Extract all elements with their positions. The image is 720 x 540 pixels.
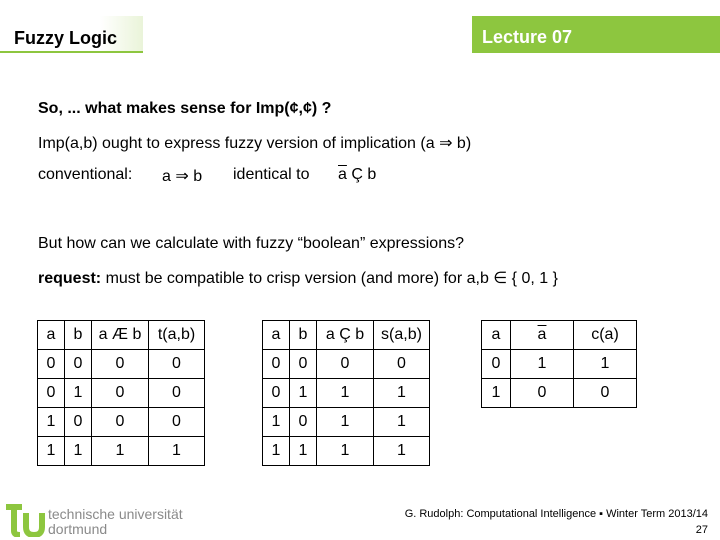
table-cell: 0 [38, 350, 65, 379]
table-header: a Æ b [92, 321, 149, 350]
table-cell: 0 [263, 379, 290, 408]
table-header: c(a) [574, 321, 637, 350]
table-header: b [65, 321, 92, 350]
university-line1: technische universität [48, 506, 183, 522]
table-header: t(a,b) [149, 321, 205, 350]
lecture-label: Lecture 07 [482, 27, 573, 47]
table-header: b [290, 321, 317, 350]
table-cell: 1 [263, 437, 290, 466]
table-row [38, 408, 205, 437]
table-cell: 0 [574, 379, 637, 408]
table-cell: 1 [263, 408, 290, 437]
university-name [48, 507, 183, 537]
table-cell: 1 [92, 437, 149, 466]
table-cell: 0 [374, 350, 430, 379]
table-cell: 1 [374, 437, 430, 466]
request-line [38, 268, 558, 288]
table-cell: 0 [92, 408, 149, 437]
table-cell: 1 [38, 408, 65, 437]
table-cell: 1 [65, 437, 92, 466]
table-cell: 1 [574, 350, 637, 379]
table-cell: 0 [38, 379, 65, 408]
negated-a-header: $\overline{a}$ [537, 326, 547, 343]
or-truth-table [262, 320, 430, 466]
table-row [263, 350, 430, 379]
table-cell: 0 [65, 350, 92, 379]
table-row [482, 350, 637, 379]
table-header: a [482, 321, 511, 350]
table-row [482, 379, 637, 408]
table-cell: 1 [290, 379, 317, 408]
equivalent-rest: Ç b [346, 166, 377, 183]
table-row [38, 379, 205, 408]
table-cell: 1 [149, 437, 205, 466]
table-row [38, 350, 205, 379]
table-cell: 1 [38, 437, 65, 466]
table-cell: 1 [317, 437, 374, 466]
request-label: request: [38, 270, 102, 287]
table-cell: 0 [511, 379, 574, 408]
table-header: a [263, 321, 290, 350]
conventional-line [38, 166, 377, 185]
question-line: So, ... what makes sense for Imp(¢,¢) ? [38, 100, 332, 117]
page-number: 27 [695, 524, 708, 536]
table-cell: 0 [149, 379, 205, 408]
negated-a: $\overline{a}$ [338, 166, 347, 183]
table-row [263, 379, 430, 408]
table-row [38, 437, 205, 466]
course-title: Fuzzy Logic [14, 28, 117, 48]
table-cell: 1 [317, 408, 374, 437]
table-header: a [38, 321, 65, 350]
tu-logo-icon [4, 503, 46, 537]
table-header: a Ç b [317, 321, 374, 350]
table-cell: 1 [482, 379, 511, 408]
equivalent-expr [338, 166, 376, 184]
footer-credit [405, 506, 708, 538]
identical-to-label: identical to [233, 166, 310, 183]
table-cell: 0 [149, 350, 205, 379]
table-cell: 0 [482, 350, 511, 379]
table-cell: 0 [290, 408, 317, 437]
table-cell: 1 [65, 379, 92, 408]
table-header: s(a,b) [374, 321, 430, 350]
table-cell: 1 [511, 350, 574, 379]
and-truth-table [37, 320, 205, 466]
request-text: must be compatible to crisp version (and more) for a,b ∈ { 0, 1 } [101, 270, 558, 287]
conventional-expr: a ⇒ b [162, 168, 203, 185]
table-cell: 0 [92, 379, 149, 408]
table-row [263, 408, 430, 437]
table-cell: 0 [149, 408, 205, 437]
table-header [511, 321, 574, 350]
table-cell: 0 [92, 350, 149, 379]
credit-text: G. Rudolph: Computational Intelligence ▪ Winter Term 2013/14 [404, 508, 708, 520]
not-truth-table [481, 320, 637, 408]
table-cell: 1 [374, 408, 430, 437]
table-cell: 1 [374, 379, 430, 408]
table-cell: 0 [290, 350, 317, 379]
ought-line: Imp(a,b) ought to express fuzzy version of implication (a ⇒ b) [38, 135, 472, 152]
table-cell: 1 [317, 379, 374, 408]
table-cell: 0 [263, 350, 290, 379]
table-row [263, 437, 430, 466]
table-cell: 1 [290, 437, 317, 466]
table-cell: 0 [317, 350, 374, 379]
university-line2: dortmund [48, 521, 108, 537]
conventional-label: conventional: [38, 166, 133, 183]
table-cell: 0 [65, 408, 92, 437]
how-line: But how can we calculate with fuzzy “boolean” expressions? [38, 235, 464, 252]
